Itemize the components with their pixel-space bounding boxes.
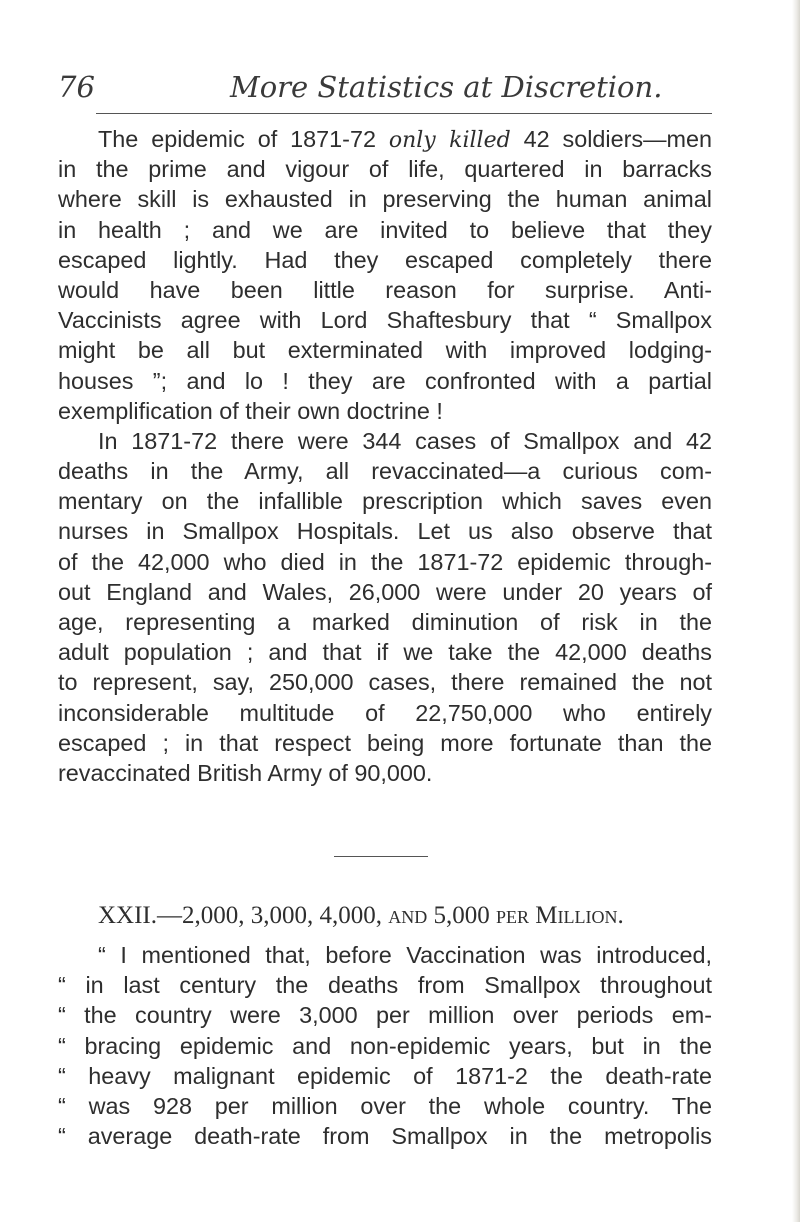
text-line: nurses in Smallpox Hospitals. Let us also observe that: [58, 518, 712, 545]
quote-line: “ was 928 per million over the whole country. The: [58, 1092, 712, 1119]
text-line: revaccinated British Army of 90,000.: [58, 759, 433, 786]
emphasis-text: only killed: [388, 128, 511, 153]
text-line: exemplification of their own doctrine !: [58, 397, 443, 424]
section-divider: [334, 856, 428, 857]
section-heading: [98, 902, 718, 930]
text-line: inconsiderable multitude of 22,750,000 who entirely: [58, 699, 712, 726]
text-line: in health ; and we are invited to believe that they: [58, 216, 712, 243]
text-line: Vaccinists agree with Lord Shaftesbury that “ Smallpox: [58, 307, 712, 334]
page-edge-shadow: [792, 0, 800, 1222]
quote-line: “ I mentioned that, before Vaccination was introduced,: [98, 942, 712, 968]
text-line: in the prime and vigour of life, quartered in barracks: [58, 156, 712, 183]
quote-line: “ heavy malignant epidemic of 1871-2 the death-rate: [58, 1062, 712, 1089]
text-line: where skill is exhausted in preserving the human animal: [58, 186, 712, 213]
header-rule: [96, 113, 712, 114]
quote-line: “ the country were 3,000 per million over periods em-: [58, 1002, 712, 1029]
quote-line: “ in last century the deaths from Smallpox throughout: [58, 972, 712, 999]
quotation-block: [58, 940, 712, 1151]
text-line: The epidemic of 1871-72 only killed 42 soldiers—men: [98, 126, 712, 153]
quote-line: “ bracing epidemic and non-epidemic years, but in the: [58, 1032, 712, 1059]
section-title: —2,000, 3,000, 4,000, and 5,000 per Million.: [157, 902, 624, 929]
text-line: age, representing a marked diminution of risk in the: [58, 609, 712, 635]
text-line: deaths in the Army, all revaccinated—a curious com-: [58, 458, 712, 485]
text-line: escaped ; in that respect being more fortunate than the: [58, 729, 712, 756]
section-numeral: XXII.: [98, 902, 158, 929]
text-line: of the 42,000 who died in the 1871-72 epidemic through-: [58, 548, 712, 575]
text-line: mentary on the infallible prescription which saves even: [58, 488, 712, 515]
running-title: More Statistics at Discretion.: [230, 70, 663, 104]
text-line: might be all but exterminated with improved lodging-: [58, 337, 712, 364]
page-number: 76: [58, 70, 95, 104]
text-line: escaped lightly. Had they escaped completely there: [58, 246, 712, 273]
text-line: adult population ; and that if we take the 42,000 deaths: [58, 639, 712, 666]
text-line: In 1871-72 there were 344 cases of Smallpox and 42: [98, 427, 712, 454]
body-paragraphs: [58, 124, 712, 788]
text-line: would have been little reason for surprise. Anti-: [58, 276, 712, 303]
text-line: houses ”; and lo ! they are confronted with a partial: [58, 367, 712, 394]
text-line: out England and Wales, 26,000 were under 20 years of: [58, 578, 712, 605]
text-line: to represent, say, 250,000 cases, there remained the not: [58, 669, 712, 696]
quote-line: “ average death-rate from Smallpox in the metropolis: [58, 1123, 712, 1150]
